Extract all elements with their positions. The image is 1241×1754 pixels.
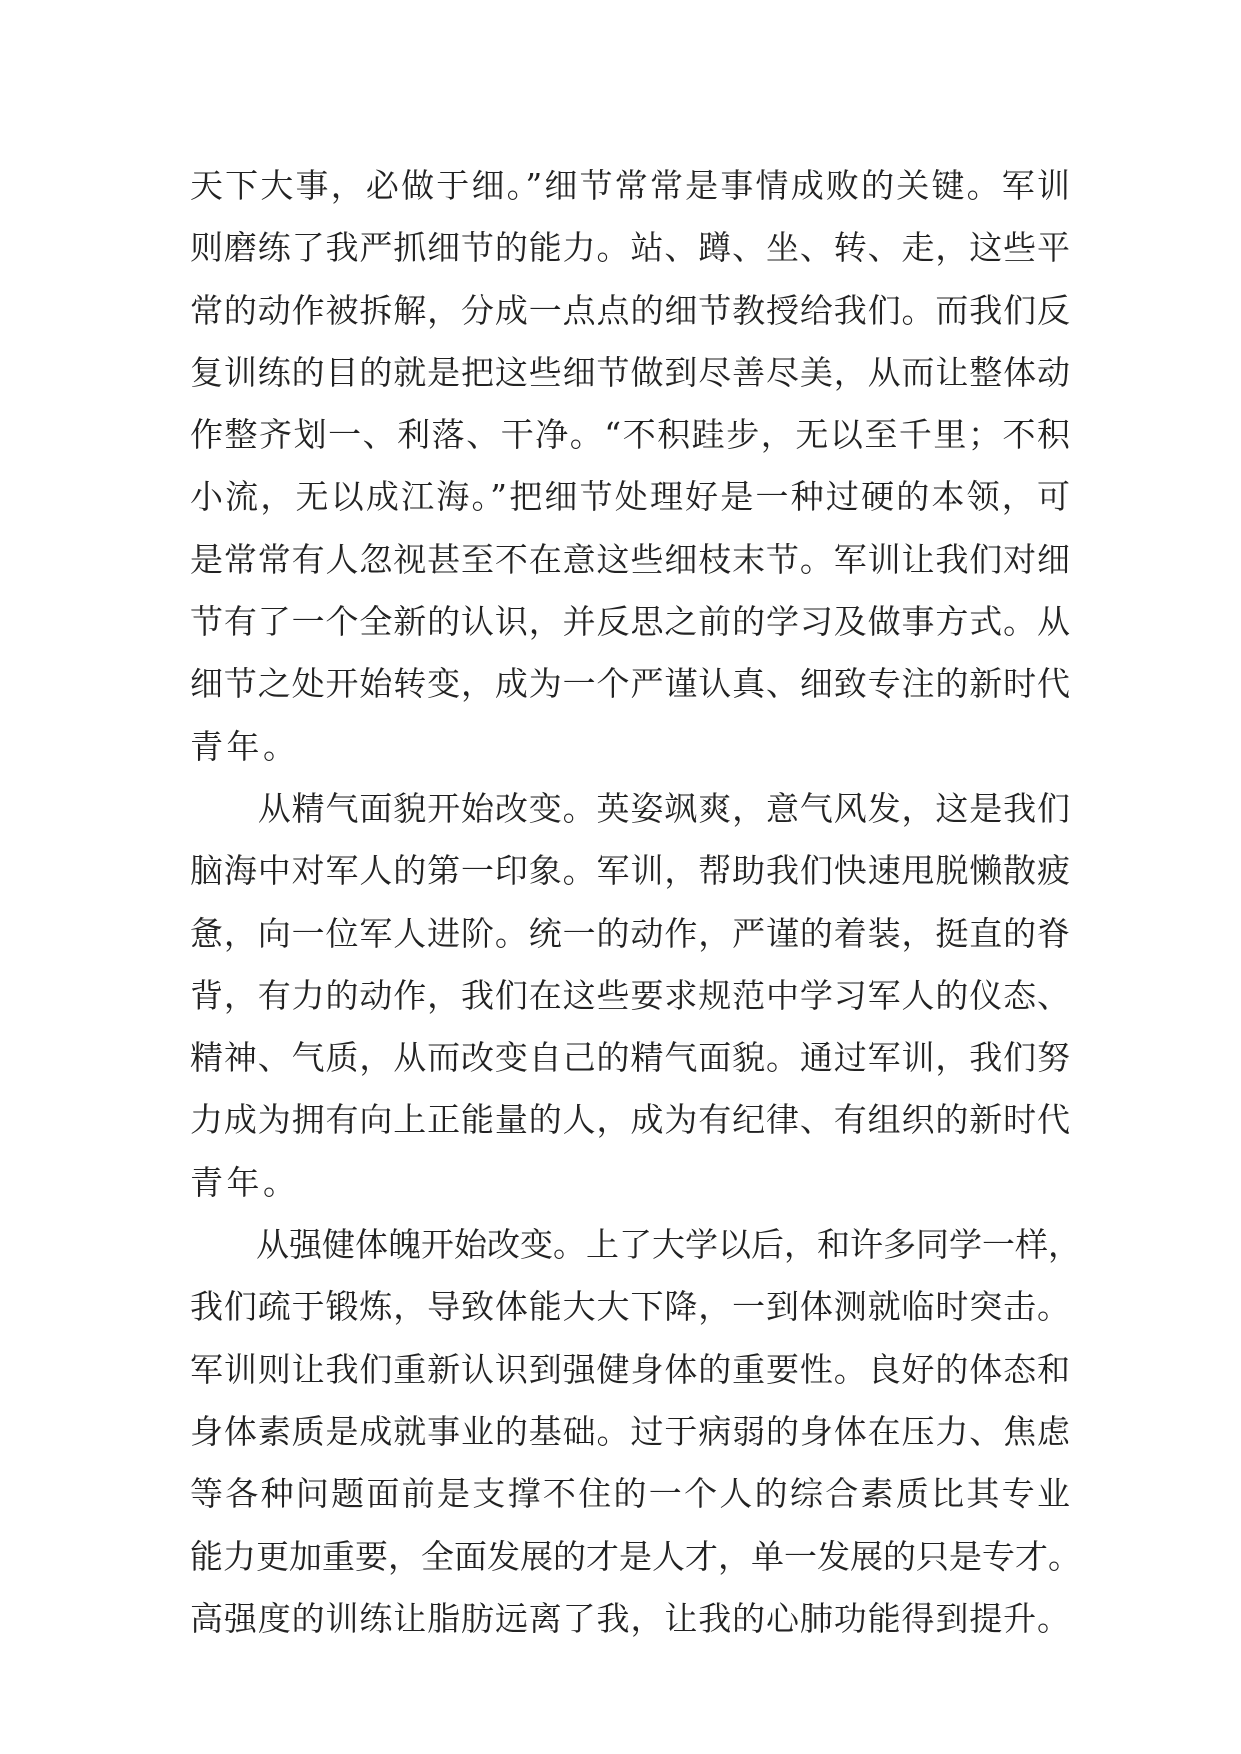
text-line: 是常常有人忽视甚至不在意这些细枝末节。军训让我们对细 bbox=[190, 539, 1070, 579]
text-line: 复训练的目的就是把这些细节做到尽善尽美，从而让整体动 bbox=[190, 352, 1070, 392]
body-text bbox=[190, 155, 1081, 1650]
text-line: 小流，无以成江海。”把细节处理好是一种过硬的本领，可 bbox=[190, 477, 1070, 517]
text-line: 身体素质是成就事业的基础。过于病弱的身体在压力、焦虑 bbox=[190, 1411, 1070, 1451]
text-line: 脑海中对军人的第一印象。军训，帮助我们快速甩脱懒散疲 bbox=[190, 851, 1070, 891]
text-line: 作整齐划一、利落、干净。“不积跬步，无以至千里；不积 bbox=[190, 415, 1070, 455]
text-line: 则磨练了我严抓细节的能力。站、蹲、坐、转、走，这些平 bbox=[190, 228, 1070, 268]
text-line: 能力更加重要，全面发展的才是人才，单一发展的只是专才。 bbox=[190, 1536, 1081, 1576]
text-line: 细节之处开始转变，成为一个严谨认真、细致专注的新时代 bbox=[190, 664, 1070, 704]
text-line: 惫，向一位军人进阶。统一的动作，严谨的着装，挺直的脊 bbox=[190, 913, 1070, 953]
text-line: 从精气面貌开始改变。英姿飒爽，意气风发，这是我们 bbox=[190, 788, 1070, 828]
text-line: 背，有力的动作，我们在这些要求规范中学习军人的仪态、 bbox=[190, 975, 1070, 1015]
text-line: 常的动作被拆解，分成一点点的细节教授给我们。而我们反 bbox=[190, 290, 1070, 330]
text-line: 精神、气质，从而改变自己的精气面貌。通过军训，我们努 bbox=[190, 1038, 1070, 1078]
text-line: 节有了一个全新的认识，并反思之前的学习及做事方式。从 bbox=[190, 602, 1070, 642]
text-line: 力成为拥有向上正能量的人，成为有纪律、有组织的新时代 bbox=[190, 1100, 1070, 1140]
text-line: 军训则让我们重新认识到强健身体的重要性。良好的体态和 bbox=[190, 1349, 1070, 1389]
text-line: 天下大事，必做于细。”细节常常是事情成败的关键。军训 bbox=[190, 166, 1070, 205]
text-line: 等各种问题面前是支撑不住的一个人的综合素质比其专业 bbox=[190, 1474, 1070, 1514]
text-line: 高强度的训练让脂肪远离了我，让我的心肺功能得到提升。 bbox=[190, 1598, 1070, 1638]
text-line: 我们疏于锻炼，导致体能大大下降，一到体测就临时突击。 bbox=[190, 1287, 1070, 1327]
text-line: 青年。 bbox=[190, 1162, 300, 1202]
text-line: 从强健体魄开始改变。上了大学以后，和许多同学一样， bbox=[190, 1225, 1081, 1265]
text-line: 青年。 bbox=[190, 726, 300, 766]
